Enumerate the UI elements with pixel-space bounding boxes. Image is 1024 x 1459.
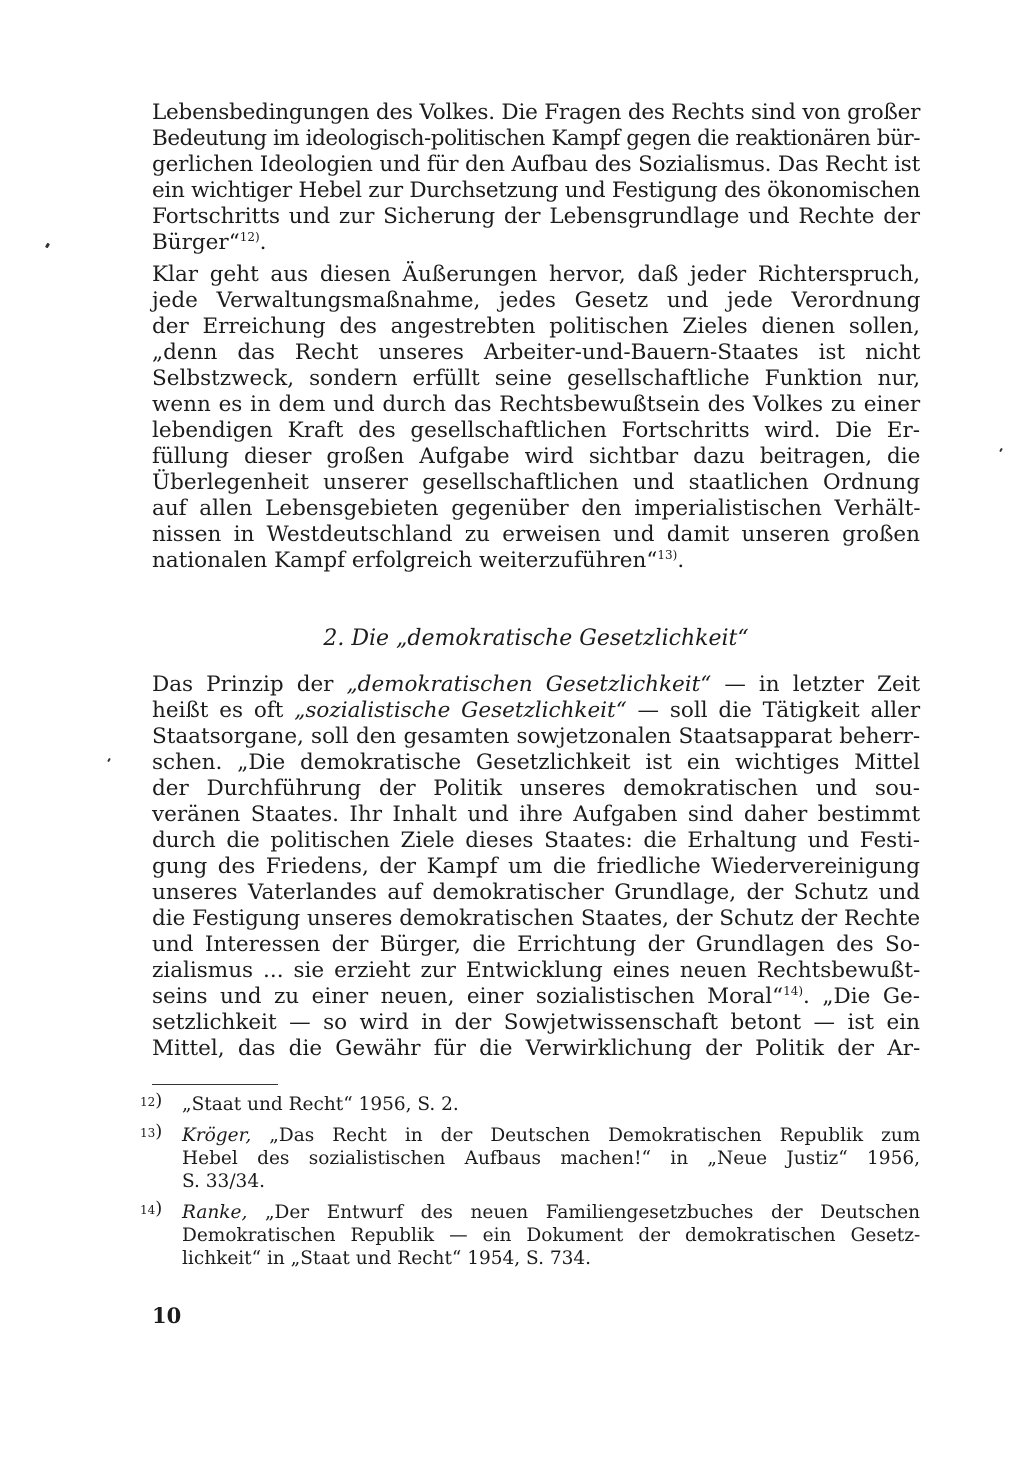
text-line: gerlichen Ideologien und für den Aufbau des Sozialismus. Das Recht ist: [152, 152, 921, 177]
text-fragment: heißt es oft: [152, 698, 295, 723]
text-line: Mittel, das die Gewähr für die Verwirklichung der Politik der Ar-: [152, 1036, 921, 1061]
text-line: Selbstzweck, sondern erfüllt seine gesellschaftliche Funktion nur,: [152, 366, 921, 391]
footnote-text: S. 33/34.: [182, 1171, 265, 1192]
italic-term: „sozialistische Gesetzlichkeit“: [294, 698, 627, 723]
text-line: Bedeutung im ideologisch-politischen Kampf gegen die reaktionären bür-: [152, 126, 920, 151]
page-number: 10: [152, 1303, 182, 1328]
text-line: [152, 672, 920, 698]
text-fragment: .: [677, 548, 685, 573]
text-line: jede Verwaltungsmaßnahme, jedes Gesetz und jede Verordnung: [152, 288, 921, 313]
text-line: wenn es in dem und durch das Rechtsbewußtsein des Volkes zu einer: [152, 392, 921, 417]
footnote-reference: 13): [657, 548, 678, 562]
text-line: auf allen Lebensgebieten gegenüber den imperialistischen Verhält-: [152, 496, 921, 521]
text-line: Lebensbedingungen des Volkes. Die Fragen des Rechts sind von großer: [152, 100, 921, 125]
text-line: zialismus ... sie erzieht zur Entwicklung eines neuen Rechtsbewußt-: [152, 958, 921, 983]
italic-term: „demokratischen Gesetzlichkeit“: [346, 672, 712, 697]
text-line: gung des Friedens, der Kampf um die friedliche Wiedervereinigung: [152, 854, 920, 879]
text-line: füllung dieser großen Aufgabe wird sichtbar dazu beitragen, die: [152, 444, 921, 469]
text-line: die Festigung unseres demokratischen Staates, der Schutz der Rechte: [152, 906, 921, 931]
text-fragment: „Das Recht in der Deutschen Demokratischen Republik zum: [251, 1125, 921, 1146]
footnote-text: [182, 1124, 920, 1147]
footnote-text: Demokratischen Republik — ein Dokument der demokratischen Gesetz-: [182, 1225, 921, 1246]
footnote-reference: 14): [783, 984, 804, 998]
text-fragment: nationalen Kampf erfolgreich weiterzuführen“: [152, 548, 658, 573]
footnote-reference: 12): [239, 230, 260, 244]
footnote-divider: [152, 1084, 278, 1085]
text-line: der Erreichung des angestrebten politischen Zieles dienen sollen,: [152, 314, 920, 339]
text-line: Überlegenheit unserer gesellschaftlichen und staatlichen Ordnung: [152, 470, 920, 495]
text-fragment: .: [259, 230, 267, 255]
footnotes: [140, 1090, 921, 1278]
text-line: [152, 984, 920, 1010]
section-heading: 2. Die „demokratische Gesetzlichkeit“: [323, 626, 749, 651]
footnote-12: [140, 1090, 920, 1116]
text-line: „denn das Recht unseres Arbeiter-und-Bauern-Staates ist nicht: [152, 340, 921, 365]
footnote-text: [182, 1201, 920, 1224]
paragraph-2: [152, 672, 920, 1062]
footnote-number: 13: [140, 1126, 156, 1140]
scan-speck: [107, 758, 111, 762]
footnote-text: „Staat und Recht“ 1956, S. 2.: [182, 1094, 459, 1115]
text-line: schen. „Die demokratische Gesetzlichkeit ist ein wichtiges Mittel: [152, 750, 920, 775]
text-fragment: . „Die Ge-: [803, 984, 921, 1009]
text-line: der Durchführung der Politik unseres demokratischen und sou-: [152, 776, 920, 801]
text-fragment: seins und zu einer neuen, einer sozialistischen Moral“: [152, 984, 784, 1009]
footnote-text: lichkeit“ in „Staat und Recht“ 1954, S. 734.: [182, 1248, 592, 1269]
text-line: unseres Vaterlandes auf demokratischer Grundlage, der Schutz und: [152, 880, 920, 905]
footnote-mark: 12): [140, 1090, 163, 1111]
footnote-number: 12: [140, 1095, 156, 1109]
text-line: durch die politischen Ziele dieses Staates: die Erhaltung und Festi-: [152, 828, 920, 853]
text-line: veränen Staates. Ihr Inhalt und ihre Aufgaben sind daher bestimmt: [152, 802, 921, 827]
footnote-mark: 13): [140, 1121, 163, 1142]
text-fragment: Das Prinzip der: [152, 672, 347, 697]
footnote-13: [140, 1121, 921, 1193]
footnote-number: 14: [140, 1203, 156, 1217]
quote-block: [152, 100, 920, 256]
text-line: nissen in Westdeutschland zu erweisen und damit unseren großen: [152, 522, 920, 547]
text-line: lebendigen Kraft des gesellschaftlichen Fortschritts wird. Die Er-: [152, 418, 920, 443]
text-line: setzlichkeit — so wird in der Sowjetwissenschaft betont — ist ein: [152, 1010, 920, 1035]
footnote-author: Ranke,: [182, 1202, 248, 1223]
text-fragment: — in letzter Zeit: [711, 672, 921, 697]
footnote-14: [140, 1198, 921, 1270]
text-line: Fortschritts und zur Sicherung der Lebensgrundlage und Rechte der: [152, 204, 920, 229]
text-fragment: — soll die Tätigkeit aller: [626, 698, 921, 723]
text-fragment: Bürger“: [152, 230, 240, 255]
scan-speck: [45, 243, 50, 249]
footnote-author: Kröger,: [182, 1125, 252, 1146]
footnote-mark: 14): [140, 1198, 163, 1219]
text-fragment: „Der Entwurf des neuen Familiengesetzbuches der Deutschen: [247, 1202, 920, 1223]
scan-speck: [999, 448, 1003, 452]
text-line: Staatsorgane, soll den gesamten sowjetzonalen Staatsapparat beherr-: [152, 724, 921, 749]
text-line: [152, 548, 920, 574]
text-line: [152, 698, 920, 724]
text-line: [152, 230, 920, 256]
paragraph-1: [152, 262, 920, 574]
text-line: und Interessen der Bürger, die Errichtung der Grundlagen des So-: [152, 932, 920, 957]
footnote-text: Hebel des sozialistischen Aufbaus machen!“ in „Neue Justiz“ 1956,: [182, 1148, 920, 1169]
text-line: Klar geht aus diesen Äußerungen hervor, daß jeder Richterspruch,: [152, 262, 921, 287]
text-line: ein wichtiger Hebel zur Durchsetzung und Festigung des ökonomischen: [152, 178, 920, 203]
